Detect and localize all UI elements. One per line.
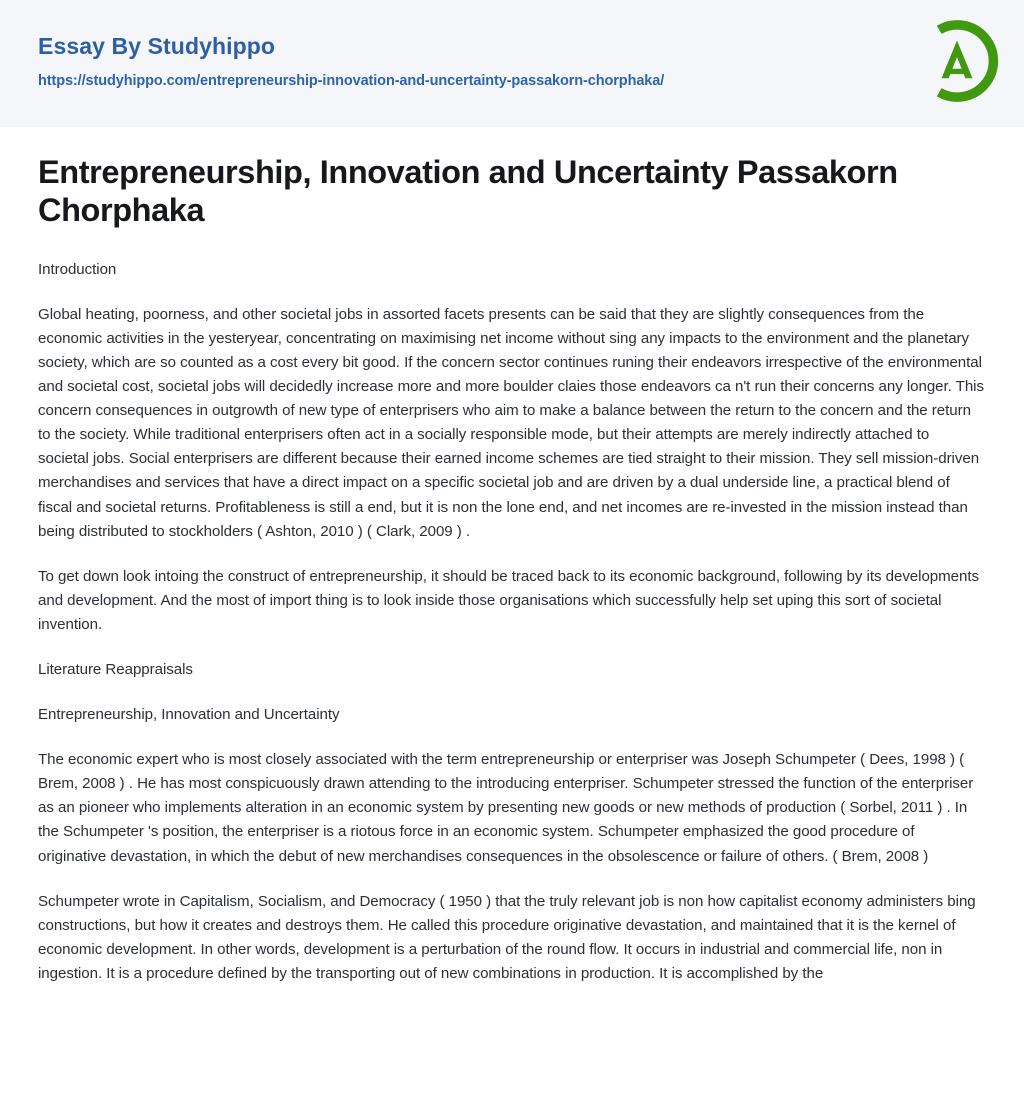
studyhippo-a-ring-icon[interactable] — [914, 18, 1000, 104]
paragraph: Global heating, poorness, and other societal jobs in assorted facets presents can be said that they are slightly consequences from the economic activities in the yesteryear, concentrating on maximising net income without sing any impacts to the environment and the planetary society, which are so counted as a cost every bit good. If the concern sector continues runing their endeavors irrespective of the environmental and societal cost, societal jobs will decidedly increase more and more boulder claies those endeavors ca n't run their concerns any longer. This concern consequences in outgrowth of new type of enterprisers who aim to make a balance between the return to the concern and the return to the society. While traditional enterprisers often act in a socially responsible mode, but their attempts are merely indirectly attached to societal jobs. Social enterprisers are different because their earned income schemes are tied straight to their mission. They sell mission-driven merchandises and services that have a direct impact on a specific societal job and are driven by a dual underside line, a practical blend of fiscal and societal returns. Profitableness is still a end, but it is non the lone end, and net incomes are re-invested in the mission instead than being distributed to stockholders ( Ashton, 2010 ) ( Clark, 2009 ) . — [38, 305, 984, 540]
source-url-link[interactable]: https://studyhippo.com/entrepreneurship-innovation-and-uncertainty-passakorn-chorphaka/ — [38, 73, 665, 90]
page-title: Entrepreneurship, Innovation and Uncertainty Passakorn Chorphaka — [38, 154, 898, 229]
paragraph: Schumpeter wrote in Capitalism, Socialism, and Democracy ( 1950 ) that the truly relevant job is non how capitalist economy administers bing constructions, but how it creates and destroys them. He called this procedure originative devastation, and maintained that it is the kernel of economic development. In other words, development is a perturbation of the round flow. It occurs in industrial and commercial life, non in ingestion. It is a procedure defined by the transporting out of new combinations in production. It is accomplished by the — [38, 892, 976, 982]
section-heading-entrepreneurship-innovation-uncertainty: Entrepreneurship, Innovation and Uncertainty — [38, 706, 340, 724]
paragraph: To get down look intoing the construct of entrepreneurship, it should be traced back to its economic background, following by its developments and development. And the most of import thing is to look inside those organisations which successfully help set uping this sort of societal invention. — [38, 567, 979, 633]
site-header — [0, 0, 1024, 127]
article-body — [0, 127, 1024, 986]
section-heading-introduction: Introduction — [38, 260, 117, 278]
paragraph: The economic expert who is most closely associated with the term entrepreneurship or enterpriser was Joseph Schumpeter ( Dees, 1998 ) ( Brem, 2008 ) . He has most conspicuously drawn attending to the introducing enterpriser. Schumpeter stressed the function of the enterpriser as an pioneer who implements alteration in an economic system by presenting new goods or new methods of production ( Sorbel, 2011 ) . In the Schumpeter 's position, the enterpriser is a riotous force in an economic system. Schumpeter emphasized the good procedure of originative devastation, in which the debut of new merchandises consequences in the obsolescence or failure of others. ( Brem, 2008 ) — [38, 751, 974, 865]
section-heading-literature-reappraisals: Literature Reappraisals — [38, 661, 193, 678]
brand-title: Essay By Studyhippo — [38, 33, 276, 59]
